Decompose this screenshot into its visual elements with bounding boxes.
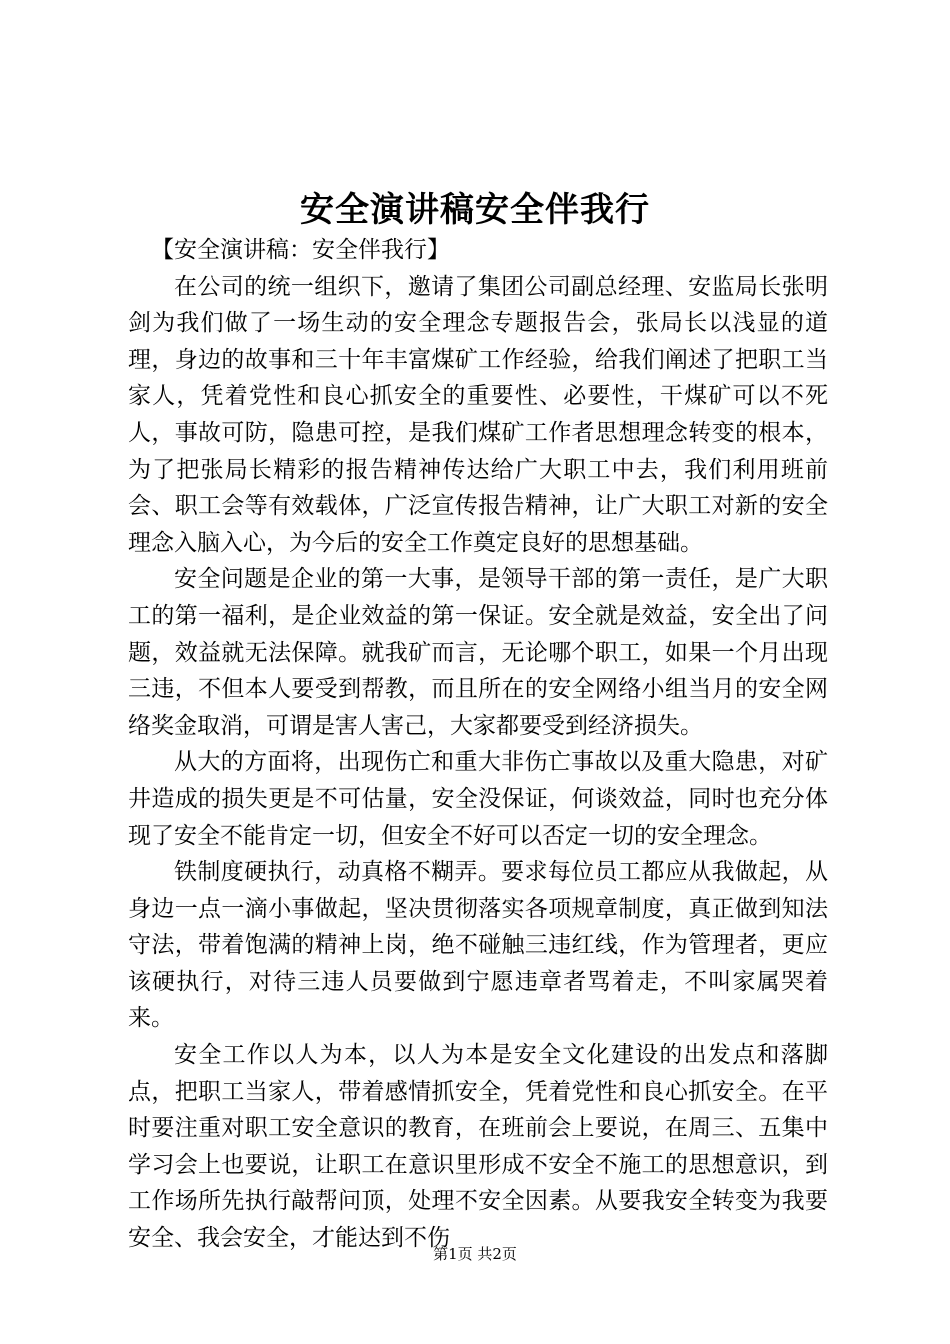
document-body — [128, 232, 828, 1252]
paragraph: 安全工作以人为本，以人为本是安全文化建设的出发点和落脚点，把职工当家人，带着感情抓安全，凭着党性和良心抓安全。在平时要注重对职工安全意识的教育，在班前会上要说，在周三、五集中学习会上也要说，让职工在意识里形成不安全不施工的思想意识，到工作场所先执行敲帮问顶，处理不安全因素。从要我安全转变为我要安全、我会安全，才能达到不伤 — [128, 1042, 828, 1252]
paragraph: 铁制度硬执行，动真格不糊弄。要求每位员工都应从我做起，从身边一点一滴小事做起，坚决贯彻落实各项规章制度，真正做到知法守法，带着饱满的精神上岗，绝不碰触三违红线，作为管理者，更应该硬执行，对待三违人员要做到宁愿违章者骂着走，不叫家属哭着来。 — [128, 859, 828, 1032]
document-subtitle: 【安全演讲稿：安全伴我行】 — [151, 237, 450, 263]
paragraph: 在公司的统一组织下，邀请了集团公司副总经理、安监局长张明剑为我们做了一场生动的安全理念专题报告会，张局长以浅显的道理，身边的故事和三十年丰富煤矿工作经验，给我们阐述了把职工当家人，凭着党性和良心抓安全的重要性、必要性，干煤矿可以不死人，事故可防，隐患可控，是我们煤矿工作者思想理念转变的根本，为了把张局长精彩的报告精神传达给广大职工中去，我们利用班前会、职工会等有效载体，广泛宣传报告精神，让广大职工对新的安全理念入脑入心，为今后的安全工作奠定良好的思想基础。 — [128, 273, 828, 556]
paragraph: 从大的方面将，出现伤亡和重大非伤亡事故以及重大隐患，对矿井造成的损失更是不可估量，安全没保证，何谈效益，同时也充分体现了安全不能肯定一切，但安全不好可以否定一切的安全理念。 — [128, 749, 828, 849]
paragraph: 安全问题是企业的第一大事，是领导干部的第一责任，是广大职工的第一福利，是企业效益的第一保证。安全就是效益，安全出了问题，效益就无法保障。就我矿而言，无论哪个职工，如果一个月出现三违，不但本人要受到帮教，而且所在的安全网络小组当月的安全网络奖金取消，可谓是害人害己，大家都要受到经济损失。 — [128, 566, 828, 739]
page-footer: 第1页 共2页 — [433, 1245, 517, 1263]
document-title: 安全演讲稿安全伴我行 — [300, 190, 650, 230]
